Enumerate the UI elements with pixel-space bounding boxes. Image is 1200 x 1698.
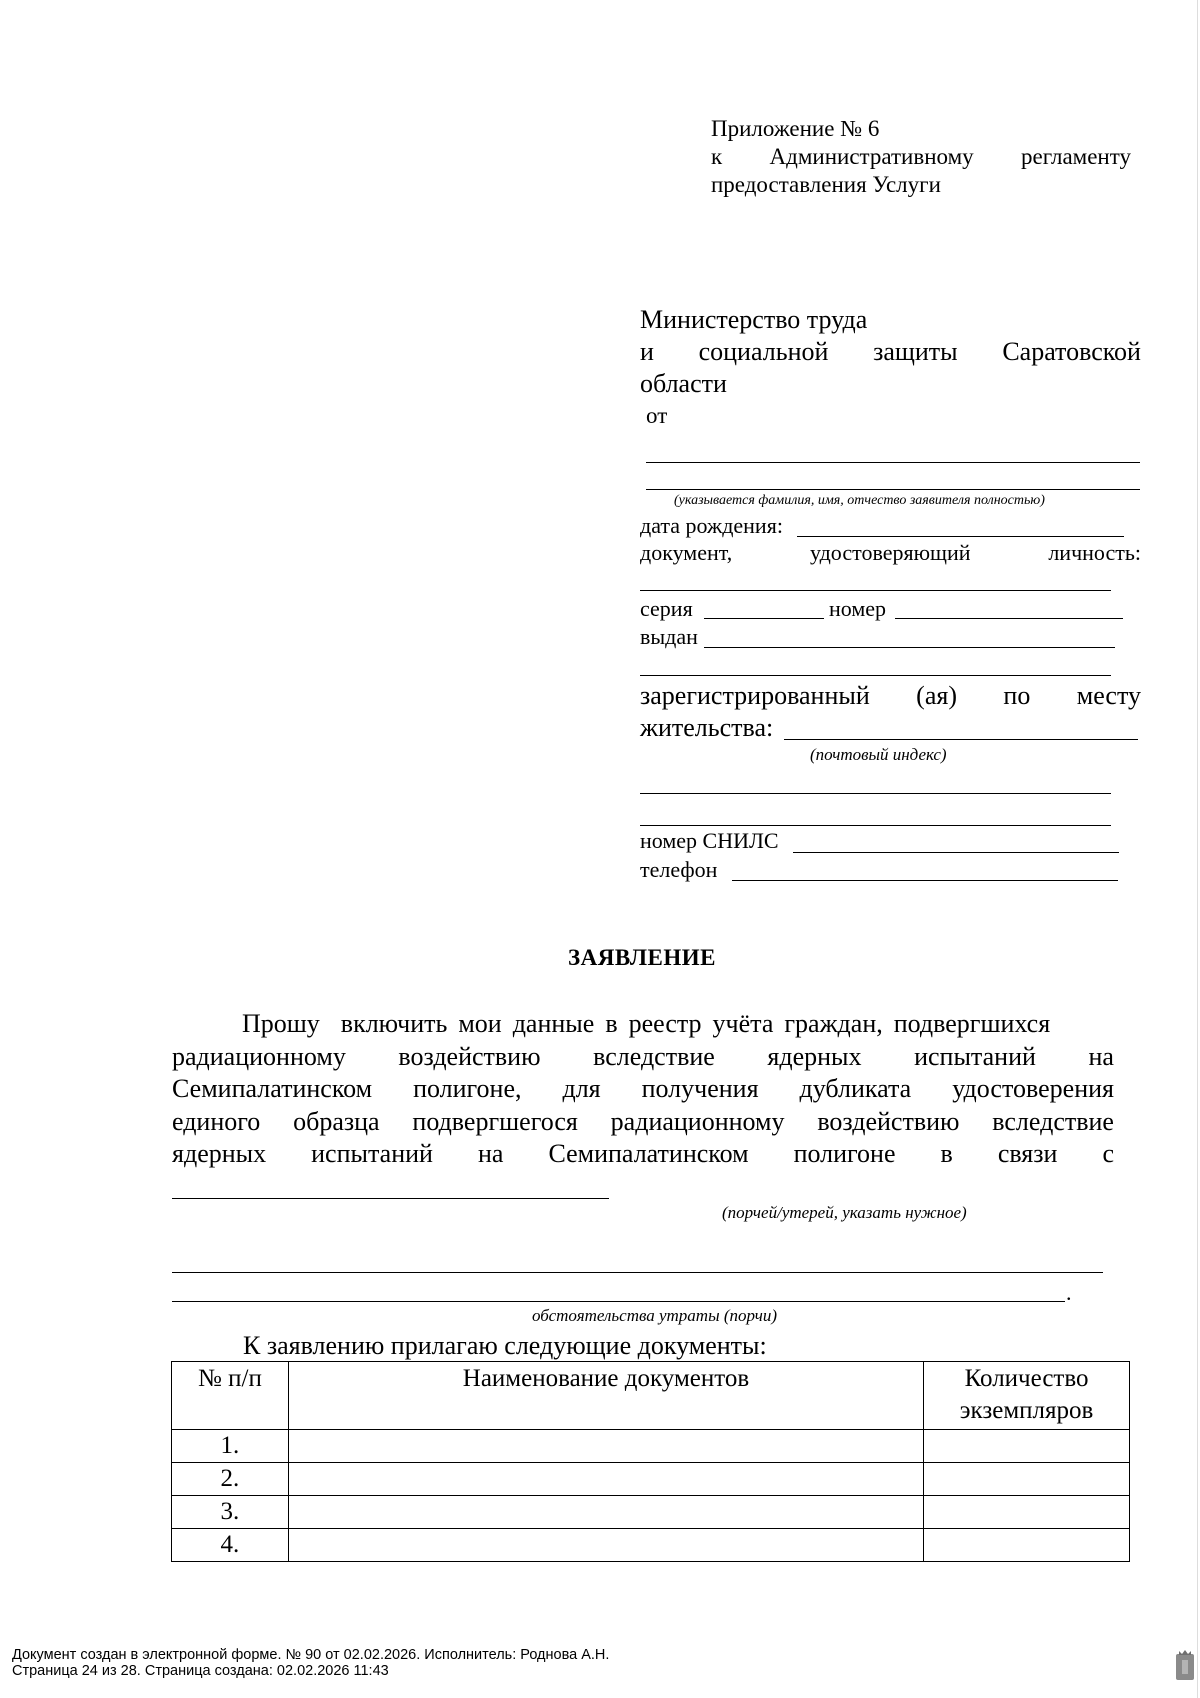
issued-label: выдан [640, 624, 698, 649]
body-word: воздействию [817, 1106, 960, 1136]
table-row [172, 1529, 1130, 1562]
body-word: дубликата [799, 1074, 912, 1103]
number-field[interactable] [895, 618, 1123, 619]
body-word: удостоверения [952, 1074, 1114, 1103]
from-label: от [646, 403, 668, 428]
recipient-line-1: Министерство труда [640, 305, 868, 334]
header-quantity: Количество экземпляров [924, 1362, 1130, 1430]
recipient-block [640, 304, 1141, 432]
id-doc-word: удостоверяющий [810, 540, 971, 565]
footer-line-1: Документ создан в электронной форме. № 90 от 02.02.2026. Исполнитель: Роднова А.Н. [12, 1647, 610, 1663]
row-number: 4. [172, 1529, 289, 1562]
body-line-5 [172, 1138, 1114, 1171]
body-word: реестр [628, 1009, 702, 1038]
circumstances-line-2[interactable] [172, 1301, 1065, 1302]
document-title: ЗАЯВЛЕНИЕ [568, 945, 716, 970]
table-row [172, 1496, 1130, 1529]
header-number: № п/п [172, 1362, 289, 1430]
body-word: вследствие [593, 1041, 715, 1071]
body-word: получения [641, 1074, 759, 1103]
postal-index-hint: (почтовый индекс) [810, 745, 947, 764]
body-word: воздействию [398, 1041, 541, 1071]
body-word: для [562, 1074, 601, 1103]
registered-word: по [1003, 681, 1031, 710]
body-line-2 [172, 1041, 1114, 1074]
applicant-name-line-1[interactable] [646, 462, 1140, 463]
body-word: граждан, [784, 1009, 883, 1038]
applicant-name-line-2[interactable] [646, 489, 1140, 490]
recipient-word: и [640, 337, 654, 366]
snils-label: номер СНИЛС [640, 828, 779, 853]
series-label: серия [640, 596, 693, 621]
birth-date-field[interactable] [797, 536, 1124, 537]
birth-date-label: дата рождения: [640, 513, 783, 538]
appendix-word: регламенту [1021, 144, 1131, 169]
row-quantity[interactable] [924, 1463, 1130, 1496]
appendix-word: Административному [769, 144, 974, 169]
recipient-word: Саратовской [1002, 337, 1141, 366]
body-word: Семипалатинском [548, 1139, 749, 1168]
number-label: номер [829, 596, 887, 621]
snils-field[interactable] [793, 852, 1119, 853]
body-word: ядерных [767, 1041, 862, 1071]
name-hint: (указывается фамилия, имя, отчество заявителя полностью) [674, 493, 1045, 508]
row-number: 2. [172, 1463, 289, 1496]
body-word: радиационному [610, 1106, 785, 1136]
attachments-caption: К заявлению прилагаю следующие документы: [243, 1331, 767, 1360]
id-document-label [640, 539, 1141, 567]
body-word: полигоне, [413, 1074, 522, 1103]
recipient-line-3: области [640, 369, 727, 398]
table-row [172, 1463, 1130, 1496]
issued-field-line-1[interactable] [704, 647, 1115, 648]
id-doc-word: документ, [640, 540, 733, 565]
body-word: подвергшегося [412, 1106, 578, 1136]
body-word: с [1102, 1139, 1114, 1168]
body-word: испытаний [311, 1139, 433, 1168]
body-word: подвергшихся [893, 1009, 1051, 1038]
appendix-word: к [711, 144, 723, 169]
body-word: Семипалатинском [172, 1074, 373, 1103]
reason-field[interactable] [172, 1198, 609, 1199]
body-word: полигоне [793, 1139, 896, 1168]
footer-line-2: Страница 24 из 28. Страница создана: 02.02.2026 11:43 [12, 1663, 389, 1679]
row-document-name[interactable] [288, 1529, 923, 1562]
document-footer [12, 1647, 609, 1679]
body-line-1 [172, 1008, 1114, 1041]
body-word: на [1088, 1041, 1114, 1071]
circumstances-line-1[interactable] [172, 1272, 1103, 1273]
residence-label: жительства: [640, 713, 774, 742]
row-document-name[interactable] [288, 1430, 923, 1463]
recipient-line-2 [640, 336, 1141, 368]
appendix-line-3: предоставления Услуги [711, 172, 941, 197]
body-word: учёта [712, 1009, 774, 1038]
registered-word: зарегистрированный [640, 681, 870, 710]
row-number: 1. [172, 1430, 289, 1463]
registered-label [640, 680, 1141, 712]
body-word: в [605, 1009, 618, 1038]
body-word: связи [997, 1139, 1058, 1168]
reason-hint: (порчей/утерей, указать нужное) [722, 1203, 967, 1222]
body-line-4 [172, 1106, 1114, 1139]
row-document-name[interactable] [288, 1463, 923, 1496]
row-document-name[interactable] [288, 1496, 923, 1529]
body-word: мои [458, 1009, 502, 1038]
issued-field-line-2[interactable] [640, 675, 1111, 676]
row-number: 3. [172, 1496, 289, 1529]
id-document-field[interactable] [640, 590, 1111, 591]
phone-label: телефон [640, 857, 718, 882]
body-word: образца [293, 1106, 380, 1136]
registered-word: (ая) [916, 681, 957, 710]
body-word: включить [340, 1009, 448, 1038]
recipient-word: защиты [873, 337, 958, 366]
row-quantity[interactable] [924, 1430, 1130, 1463]
body-word: испытаний [914, 1041, 1036, 1071]
body-word: Прошу [242, 1009, 320, 1038]
coat-of-arms-icon [1174, 1648, 1196, 1682]
header-document-name: Наименование документов [288, 1362, 923, 1430]
page-edge [1197, 0, 1198, 1698]
recipient-word: социальной [698, 337, 829, 366]
postal-index-field[interactable] [784, 739, 1138, 740]
appendix-line-1: Приложение № 6 [711, 116, 880, 141]
body-word: единого [172, 1106, 261, 1136]
table-header-row [172, 1362, 1130, 1430]
body-line-3 [172, 1073, 1114, 1106]
body-word: данные [512, 1009, 595, 1038]
body-word: на [477, 1139, 504, 1168]
body-word: в [940, 1139, 953, 1168]
circumstances-hint: обстоятельства утраты (порчи) [532, 1306, 778, 1325]
circumstances-period: . [1066, 1280, 1072, 1305]
series-field[interactable] [704, 618, 824, 619]
body-word: вследствие [992, 1106, 1114, 1136]
address-line-2[interactable] [640, 825, 1111, 826]
row-quantity[interactable] [924, 1529, 1130, 1562]
body-word: ядерных [172, 1139, 267, 1168]
body-word: радиационному [172, 1041, 346, 1071]
id-doc-word: личность: [1048, 540, 1141, 565]
documents-table [171, 1361, 1130, 1562]
appendix-header [711, 115, 1131, 199]
phone-field[interactable] [732, 880, 1118, 881]
row-quantity[interactable] [924, 1496, 1130, 1529]
table-row [172, 1430, 1130, 1463]
registered-word: месту [1076, 681, 1141, 710]
address-line-1[interactable] [640, 793, 1111, 794]
application-text [172, 1008, 1114, 1171]
appendix-line-2 [711, 143, 1131, 171]
